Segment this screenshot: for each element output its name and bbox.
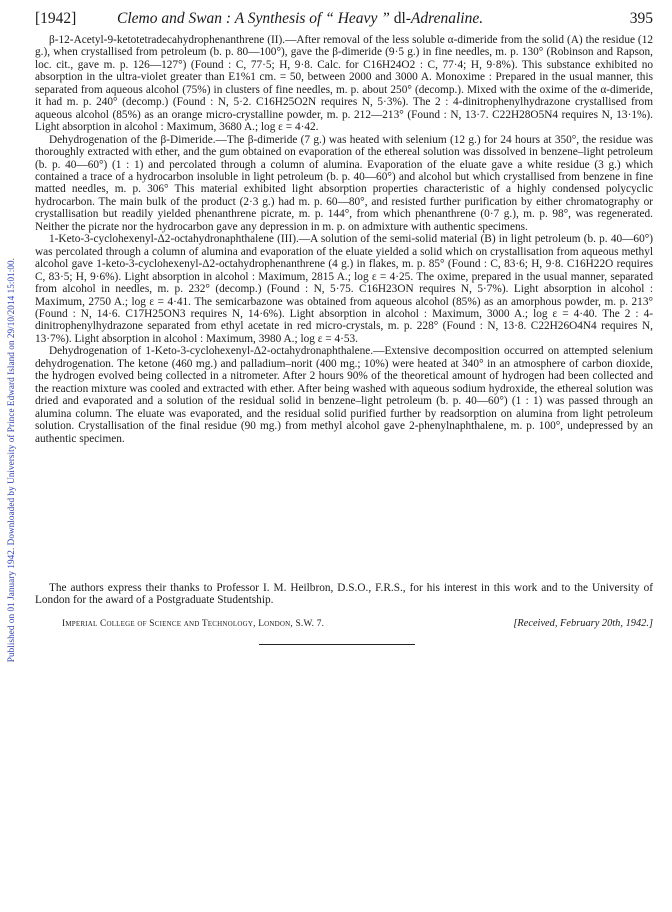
article-body [35, 34, 653, 445]
acknowledgement [35, 582, 653, 607]
download-watermark [3, 150, 19, 770]
header-title-roman: dl- [393, 10, 411, 27]
download-watermark-text: Published on 01 January 1942. Downloaded by University of Prince Edward Island on 29/10/2014 15:01:00. [6, 257, 16, 663]
paragraph-keto-cyclohexenyl: 1-Keto-3-cyclohexenyl-Δ2-octahydronaphthalene (III).—A solution of the semi-solid material (B) in light petroleum (b. p. 40—60°) was percolated through a column of alumina and evaporation of the eluate yielded a solid which on crystallisation from aqueous methyl alcohol gave 1-keto-3-cyclohexenyl-Δ2-octahydrophenanthrene (4 g.) in flakes, m. p. 85° (Found : C, 83·6; H, 9·8. C16H22O requires C, 83·5; H, 9·6%). Light absorption in alcohol : Maximum, 2815 A.; log ε = 4·25. The oxime, prepared in the usual manner, separated from alcohol in needles, m. p. 232° (decomp.) (Found : N, 5·75. C16H23ON requires N, 5·7%). Light absorption in alcohol : Maximum, 2750 A.; log ε = 4·41. The semicarbazone was obtained from aqueous alcohol (85%) as an amorphous powder, m. p. 213° (Found : N, 14·6. C17H25ON3 requires N, 14·6%). Light absorption in alcohol : Maximum, 3000 A.; log ε = 4·40. The 2 : 4-dinitrophenylhydrazone separated from ethyl acetate in red micro-crystals, m. p. 228° (Found : N, 13·8. C22H26O4N4 requires N, 13·7%). Light absorption in alcohol : Maximum, 3980 A.; log ε = 4·53. [35, 233, 653, 345]
acknowledgement-text: The authors express their thanks to Professor I. M. Heilbron, D.S.O., F.R.S., for his interest in this work and to the University of London for the award of a Postgraduate Studentship. [35, 582, 653, 607]
page-number: 395 [629, 10, 653, 27]
header-title-italic: Clemo and Swan : A Synthesis of “ Heavy ” [117, 10, 390, 27]
end-rule [259, 644, 415, 645]
header-title [117, 10, 483, 28]
paragraph-dehydrogenation-beta-dimeride: Dehydrogenation of the β-Dimeride.—The β-dimeride (7 g.) was heated with selenium (12 g.) for 24 hours at 350°, the residue was thoroughly extracted with ether, and the gum obtained on evaporation of the ethereal solution was dissolved in benzene–light petroleum (b. p. 40—60°) (1 : 1) and percolated through a column of alumina. Evaporation of the eluate gave a white residue (3 g.) which contained a trace of a hydrocarbon insoluble in light petroleum (b. p. 40—60°) and alcohol but which crystallised from benzene in fine matted needles, m. p. 306° This material exhibited light absorption properties characteristic of a highly condensed polycyclic hydrocarbon. The main bulk of the product (2·3 g.) had m. p. 60—80°, and resisted further purification by either chromatography or crystallisation but readily yielded phenanthrene picrate, m. p. 144°, from which phenanthrene (0·7 g.), m. p. 98°, was regenerated. Neither the picrate nor the hydrocarbon gave any depression in m. p. on admixture with authentic specimens. [35, 133, 653, 233]
running-header [35, 6, 653, 32]
paragraph-dehydrogenation-keto: Dehydrogenation of 1-Keto-3-cyclohexenyl-Δ2-octahydronaphthalene.—Extensive decomposition occurred on attempted selenium dehydrogenation. The ketone (460 mg.) and palladium–norit (400 mg.; 10%) were heated at 340° in an atmosphere of carbon dioxide, the hydrogen evolved being collected in a nitrometer. After 2 hours 90% of the theoretical amount of hydrogen had been collected and the reaction mixture was cooled and extracted with ether. After being washed with aqueous sodium hydroxide, the ethereal solution was dried and evaporated and a solution of the residual solid in benzene–light petroleum (b. p. 40—60°) (1 : 1) was passed through an alumina column. The eluate was evaporated, and the residual solid purified further by readsorption on alumina from light petroleum solution. Crystallisation of the final residue (90 mg.) from methyl alcohol gave 2-phenylnaphthalene, m. p. 100°, undepressed by an authentic specimen. [35, 345, 653, 445]
paragraph-beta-acetyl: β-12-Acetyl-9-ketotetradecahydrophenanthrene (II).—After removal of the less soluble α-dimeride from the solid (A) the residue (12 g.), when crystallised from petroleum (b. p. 80—100°), gave the β-dimeride (9·5 g.) in fine needles, m. p. 130° (Robinson and Rapson, loc. cit., gave m. p. 126—127°) (Found : C, 77·5; H, 9·8. Calc. for C16H24O2 : C, 77·4; H, 9·8%). This substance exhibited no absorption in the ultra-violet greater than E1%1 cm. = 50, between 2000 and 3000 A. Monoxime : Prepared in the usual manner, this separated from aqueous alcohol (75%) in clusters of fine needles, m. p. about 250° (decomp.). Mixed with the oxime of the α-dimeride, it had m. p. 240° (decomp.) (Found : N, 5·2. C16H25O2N requires N, 5·3%). The 2 : 4-dinitrophenylhydrazone crystallised from aqueous alcohol (85%) as an orange micro-crystalline powder, m. p. 212—213° (Found : N, 13·7. C22H28O5N4 requires N, 13·1%). Light absorption in alcohol : Maximum, 3680 A.; log ε = 4·42. [35, 34, 653, 134]
affiliation: Imperial College of Science and Technology, London, S.W. 7. [62, 619, 325, 629]
header-title-end: Adrenaline. [410, 10, 484, 27]
received-date: [Received, February 20th, 1942.] [513, 618, 653, 629]
header-year: [1942] [35, 10, 77, 27]
